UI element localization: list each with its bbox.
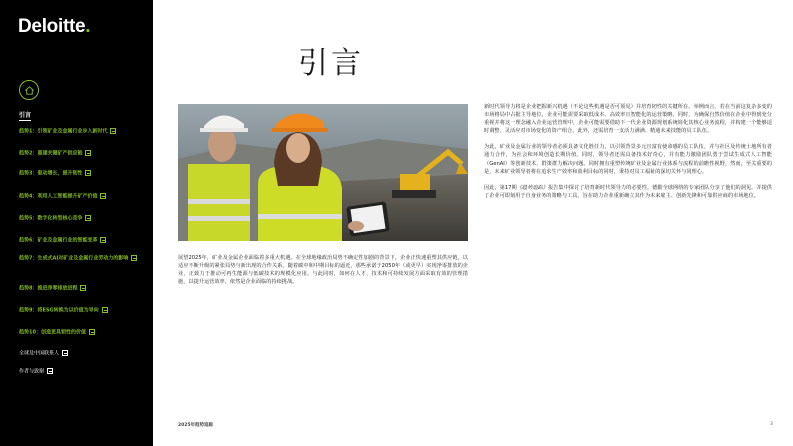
nav-link-contacts[interactable]	[19, 350, 149, 358]
nav-item-trend-1[interactable]	[19, 128, 149, 136]
link-arrow-icon	[85, 215, 91, 221]
link-arrow-icon	[47, 368, 53, 374]
nav-item-trend-5[interactable]	[19, 215, 149, 223]
nav-item-label: 趋势1：引领矿业及金属行业步入新时代	[19, 128, 108, 135]
nav-item-label: 趋势5：数字化转型核心竞争	[19, 215, 83, 222]
sidebar	[0, 0, 153, 446]
intro-paragraph	[178, 254, 468, 294]
leadership-paragraph: 新时代领导力将是企业把握新兴机遇（不论这些机遇是否可预见）并培育韧性的关键所在。举例而言，若在当前这复杂多变的市场格局中占据主导地位，企业可能需要采取低成本、高效率且智能化的运营策略。同时，为确保自然价值在企业中得到充分重视并将这一理念融入企业运营管理中，企业可能需要借助下一代企业资源规划系统简化其核心业务流程，并构建一个能够适时调整、灵活应对市场变化的资产组合。此外，还需培育一支活力满满、精通未来技能的员工队伍。	[484, 104, 772, 135]
nav-current-intro[interactable]: 引言	[19, 112, 32, 119]
nav-item-label: 趋势3：驱动增长，提升韧性	[19, 170, 83, 177]
report-title-italic: 《趋势追踪》	[516, 184, 548, 191]
nav-link-authors[interactable]	[19, 368, 149, 376]
link-arrow-icon	[85, 150, 91, 156]
nav-item-trend-10[interactable]	[19, 329, 149, 337]
nav-link-label: 作者与致谢	[19, 368, 45, 375]
link-arrow-icon	[100, 193, 106, 199]
page-title: 引言	[298, 46, 364, 81]
nav-item-trend-7[interactable]	[19, 255, 141, 263]
page-number: 3	[770, 422, 773, 427]
home-button[interactable]	[19, 80, 39, 100]
link-arrow-icon	[85, 170, 91, 176]
nav-item-label: 趋势10：创造更具韧性的价值	[19, 329, 86, 336]
home-icon	[24, 85, 35, 96]
nav-item-trend-2[interactable]	[19, 150, 149, 158]
link-arrow-icon	[110, 128, 116, 134]
link-arrow-icon	[102, 307, 108, 313]
deloitte-logo: Deloitte.	[18, 16, 91, 37]
link-arrow-icon	[80, 285, 86, 291]
nav-item-trend-8[interactable]	[19, 285, 149, 293]
nav-item-trend-3[interactable]	[19, 170, 149, 178]
link-arrow-icon	[100, 237, 106, 243]
nav-item-label: 趋势6：矿业及金属行业的智能变革	[19, 237, 98, 244]
intro-text: 展望2025年，矿业及金属企业面临着多重大机遇。在全球地缘政治局势不确定性加剧的背景下，企业正快速重塑其供应链，以适应不断升级的紧张局势与新出现的合作关系。随着碳中和中期目标的逼近，那些承诺于2050年（或更早）实现净零排放的企业，正致力于推动可再生能源与低碳技术的规模化应用。与此同时，如何在人才、技术和可持续发展方面采取有效的管理措施，以提升运营效率，依然是企业面临的持续挑战。	[178, 255, 468, 286]
link-arrow-icon	[89, 329, 95, 335]
closing-paragraph: 因此，第17期《趋势追踪》报告集中探讨了培育新时代领导力的必要性。德勤全球网络的专家团队分享了他们的洞见，并提供了企业可即刻用于自身业务的策略与工具，旨在助力企业重新确立其作为未来雇主、创新先锋和可靠供应商的市场地位。	[484, 184, 772, 199]
nav-item-trend-4[interactable]	[19, 193, 149, 201]
nav-item-trend-9[interactable]	[19, 307, 149, 315]
nav-item-label: 趋势7：生成式AI对矿业及金属行业劳动力的影响	[19, 255, 129, 262]
nav-item-label: 趋势4：利用人工智能提升矿产价值	[19, 193, 98, 200]
nav-item-label: 趋势8：推进净零排放进程	[19, 285, 78, 292]
footer-report-title: 2025年趋势追踪	[178, 423, 214, 428]
link-arrow-icon	[62, 350, 68, 356]
nav-item-label: 趋势2：重建关键矿产供应链	[19, 150, 83, 157]
mining-workers-photo	[178, 104, 468, 241]
right-column	[484, 103, 772, 208]
cultural-competence-paragraph: 为此，矿业及金属行业的领导者必须具备文化胜任力，以引领背景多元且富有使命感的员工队伍，并与社区及传统土地所有者通力合作，为社会和环境创造长期价值。同时，领导者还需具备技术好奇心，并有能力激励团队勇于尝试生成式人工智能（GenAI）等创新技术、群策群力解决问题。同时拥有重塑传统矿业及金属行业体系与流程的前瞻性视野。然而，至关重要的是，未来矿业领导者将在追求生产效率和盈利目标的同时，秉持对员工福祉的深切关怀与同理心。	[484, 144, 772, 175]
nav-item-trend-6[interactable]	[19, 237, 149, 245]
workers-illustration	[178, 104, 468, 241]
nav-link-label: 全球及中国联系人	[19, 350, 60, 357]
link-arrow-icon	[131, 255, 137, 261]
nav-item-label: 趋势9：将ESG转换为以价值为导向	[19, 307, 99, 314]
